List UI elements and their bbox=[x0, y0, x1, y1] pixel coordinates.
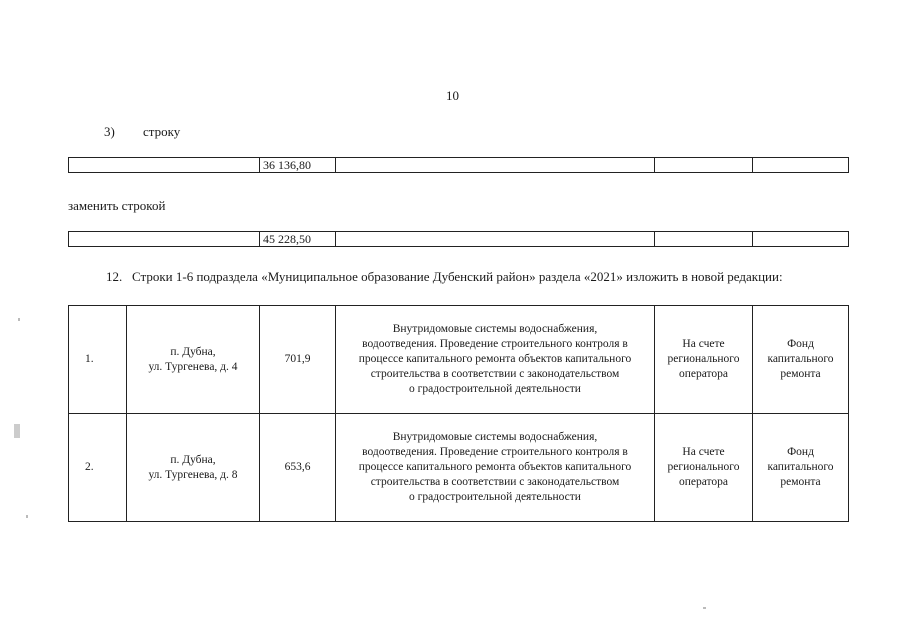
address-cell: п. Дубна, ул. Тургенева, д. 8 bbox=[127, 414, 260, 522]
funding-source-cell: Фонд капитального ремонта bbox=[753, 414, 849, 522]
new-row-table bbox=[68, 231, 849, 247]
work-description-cell: Внутридомовые системы водоснабжения, водоотведения. Проведение строительного контроля в процессе капитального ремонта объектов капитального строительства в соответствии с законодательством о градостроительной деятельности bbox=[336, 306, 655, 414]
cell-empty bbox=[336, 232, 655, 247]
amount-cell: 701,9 bbox=[260, 306, 336, 414]
table-row bbox=[69, 158, 849, 173]
table-row bbox=[69, 414, 849, 522]
objects-table bbox=[68, 305, 849, 522]
paragraph-text: Строки 1-6 подраздела «Муниципальное образование Дубенский район» раздела «2021» изложить в новой редакции: bbox=[132, 269, 783, 284]
table-row bbox=[69, 232, 849, 247]
paragraph-number: 12. bbox=[106, 269, 123, 284]
item-text: строку bbox=[143, 124, 181, 139]
replace-label: заменить строкой bbox=[68, 198, 166, 213]
funding-source-cell: Фонд капитального ремонта bbox=[753, 306, 849, 414]
cell-empty bbox=[655, 232, 753, 247]
page-number: 10 bbox=[446, 88, 459, 103]
cell-empty bbox=[655, 158, 753, 173]
item-number: 3) bbox=[104, 124, 115, 139]
cell-empty bbox=[753, 232, 849, 247]
row-number-cell: 1. bbox=[69, 306, 127, 414]
account-cell: На счете регионального оператора bbox=[655, 414, 753, 522]
row-number-cell: 2. bbox=[69, 414, 127, 522]
account-cell: На счете регионального оператора bbox=[655, 306, 753, 414]
old-row-table bbox=[68, 157, 849, 173]
new-amount-cell: 45 228,50 bbox=[260, 232, 336, 247]
cell-empty bbox=[336, 158, 655, 173]
work-description-cell: Внутридомовые системы водоснабжения, водоотведения. Проведение строительного контроля в процессе капитального ремонта объектов капитального строительства в соответствии с законодательством о градостроительной деятельности bbox=[336, 414, 655, 522]
cell-empty bbox=[69, 232, 260, 247]
cell-empty bbox=[753, 158, 849, 173]
cell-empty bbox=[69, 158, 260, 173]
amount-cell: 653,6 bbox=[260, 414, 336, 522]
paragraph-12 bbox=[68, 268, 849, 285]
table-row bbox=[69, 306, 849, 414]
old-amount-cell: 36 136,80 bbox=[260, 158, 336, 173]
address-cell: п. Дубна, ул. Тургенева, д. 4 bbox=[127, 306, 260, 414]
